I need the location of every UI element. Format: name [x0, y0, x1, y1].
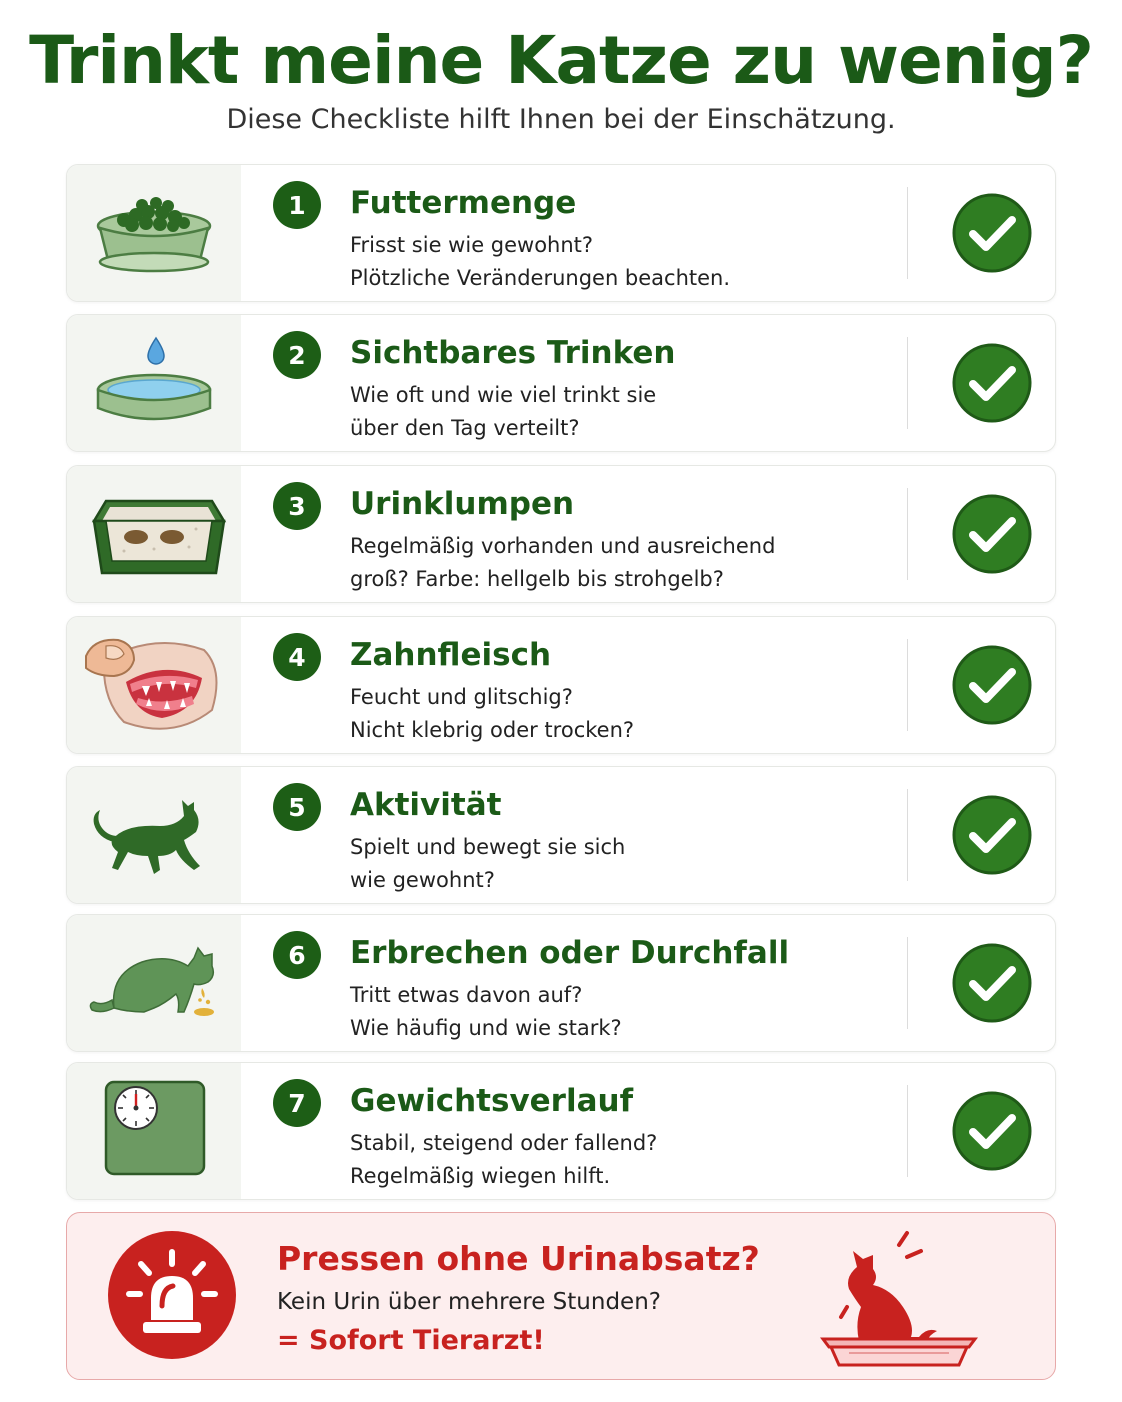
- item-description-line2: Regelmäßig wiegen hilft.: [350, 1164, 611, 1188]
- thumbnail: [67, 767, 241, 903]
- litter-box-icon: [84, 479, 234, 589]
- step-number-badge: 5: [273, 783, 321, 831]
- checklist-item-drinking: [66, 314, 1056, 452]
- item-description-line1: Wie oft und wie viel trinkt sie: [350, 383, 657, 407]
- alert-text: Kein Urin über mehrere Stunden?: [277, 1289, 661, 1315]
- divider: [907, 937, 908, 1029]
- siren-icon: [107, 1230, 237, 1360]
- checklist-item-gums: [66, 616, 1056, 754]
- item-description-line2: Wie häufig und wie stark?: [350, 1016, 622, 1040]
- cat-in-litter-box-icon: [819, 1227, 984, 1367]
- page-title: Trinkt meine Katze zu wenig?: [29, 22, 1093, 99]
- divider: [907, 639, 908, 731]
- item-description-line2: groß? Farbe: hellgelb bis strohgelb?: [350, 567, 724, 591]
- step-number-badge: 4: [273, 633, 321, 681]
- item-description-line1: Regelmäßig vorhanden und ausreichend: [350, 534, 776, 558]
- walking-cat-icon: [84, 780, 224, 890]
- checkmark-icon: [952, 943, 1032, 1023]
- thumbnail: [67, 466, 241, 602]
- item-description-line1: Stabil, steigend oder fallend?: [350, 1131, 658, 1155]
- item-title: Erbrechen oder Durchfall: [350, 935, 790, 971]
- checklist-item-vomiting-diarrhea: [66, 914, 1056, 1052]
- item-title: Urinklumpen: [350, 486, 575, 522]
- gums-check-icon: [84, 630, 234, 740]
- divider: [907, 337, 908, 429]
- thumbnail: [67, 315, 241, 451]
- item-description-line1: Spielt und bewegt sie sich: [350, 835, 626, 859]
- water-bowl-icon: [84, 328, 224, 438]
- item-description-line1: Feucht und glitschig?: [350, 685, 573, 709]
- item-title: Sichtbares Trinken: [350, 335, 676, 371]
- checkmark-icon: [952, 343, 1032, 423]
- step-number-badge: 7: [273, 1079, 321, 1127]
- alert-title: Pressen ohne Urinabsatz?: [277, 1239, 760, 1278]
- step-number-badge: 6: [273, 931, 321, 979]
- step-number-badge: 1: [273, 181, 321, 229]
- step-number-badge: 2: [273, 331, 321, 379]
- checklist-item-food: [66, 164, 1056, 302]
- divider: [907, 488, 908, 580]
- item-description-line1: Frisst sie wie gewohnt?: [350, 233, 594, 257]
- item-description-line2: über den Tag verteilt?: [350, 416, 580, 440]
- checklist-item-urine-clumps: [66, 465, 1056, 603]
- thumbnail: [67, 1063, 241, 1199]
- item-title: Aktivität: [350, 787, 502, 823]
- item-description-line1: Tritt etwas davon auf?: [350, 983, 583, 1007]
- step-number-badge: 3: [273, 482, 321, 530]
- emergency-alert-panel: [66, 1212, 1056, 1380]
- item-description-line2: Nicht klebrig oder trocken?: [350, 718, 635, 742]
- item-description-line2: Plötzliche Veränderungen beachten.: [350, 266, 731, 290]
- thumbnail: [67, 915, 241, 1051]
- food-bowl-icon: [84, 178, 224, 288]
- checkmark-icon: [952, 1091, 1032, 1171]
- checklist-item-weight: [66, 1062, 1056, 1200]
- checkmark-icon: [952, 645, 1032, 725]
- divider: [907, 187, 908, 279]
- item-description-line2: wie gewohnt?: [350, 868, 495, 892]
- divider: [907, 1085, 908, 1177]
- alert-action: = Sofort Tierarzt!: [277, 1325, 545, 1356]
- vomiting-cat-icon: [84, 928, 234, 1038]
- thumbnail: [67, 617, 241, 753]
- checklist-item-activity: [66, 766, 1056, 904]
- thumbnail: [67, 165, 241, 301]
- item-title: Gewichtsverlauf: [350, 1083, 634, 1119]
- item-title: Zahnfleisch: [350, 637, 552, 673]
- checkmark-icon: [952, 193, 1032, 273]
- checkmark-icon: [952, 494, 1032, 574]
- item-title: Futtermenge: [350, 185, 577, 221]
- checkmark-icon: [952, 795, 1032, 875]
- divider: [907, 789, 908, 881]
- scale-icon: [84, 1076, 224, 1186]
- page-subtitle: Diese Checkliste hilft Ihnen bei der Einschätzung.: [226, 104, 896, 135]
